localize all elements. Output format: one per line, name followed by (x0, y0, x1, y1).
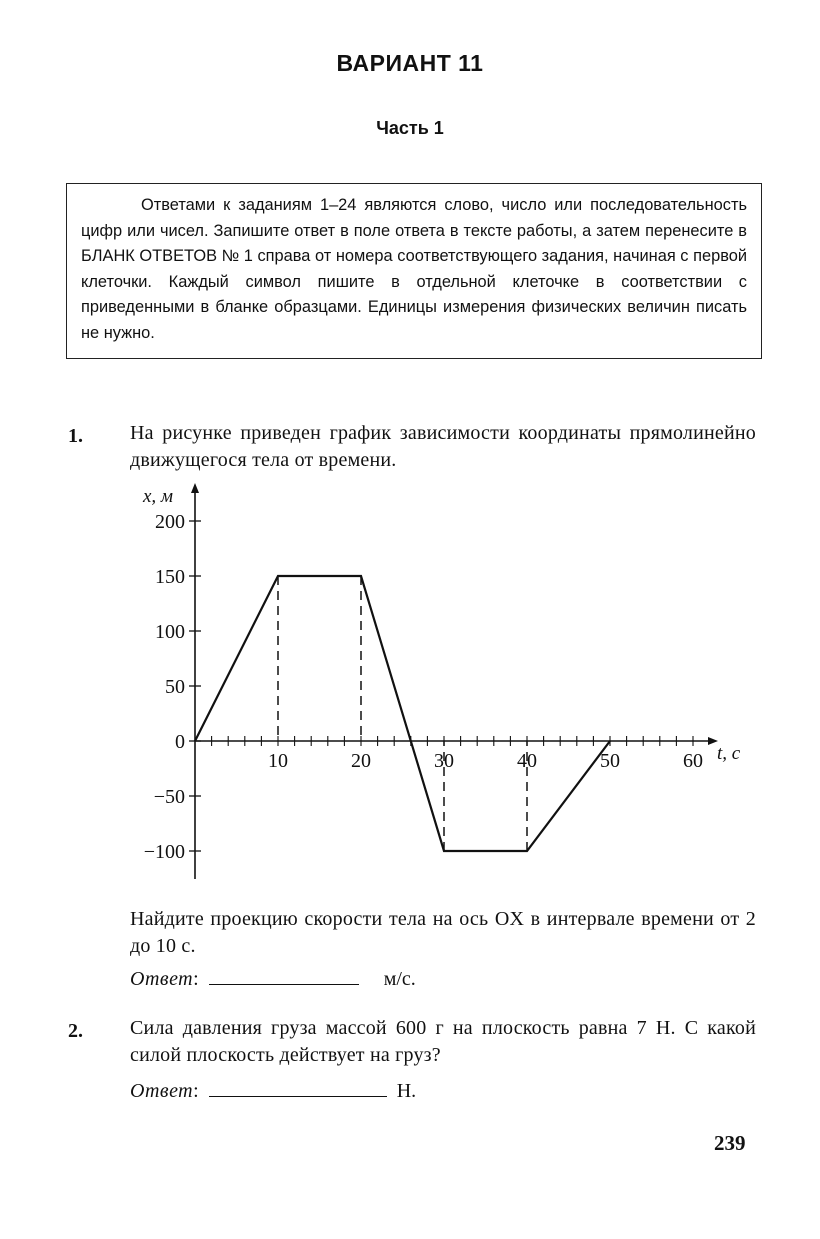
x-tick-label: 10 (268, 750, 288, 772)
y-axis-label: x, м (143, 486, 174, 507)
series-group (195, 576, 610, 851)
x-tick-label: 50 (600, 750, 620, 772)
y-tick-label: 0 (175, 731, 185, 753)
instruction-text: Ответами к заданиям 1–24 являются слово, число или последовательность цифр или чисел. Запишите ответ в поле ответа в тексте работы, а затем перенесите в БЛАНК ОТВЕТОВ № 1 справа от номера соответствующего задания, начиная с первой клеточки. Каждый символ пишите в отдельной клеточке в соответствии с приведенными в бланке образцами. Единицы измерения физических величин писать не нужно. (81, 196, 747, 342)
answer-spacer (387, 1080, 397, 1102)
answer-colon: : (193, 1080, 209, 1102)
y-tick-label: 50 (165, 676, 185, 698)
y-tick-label: −50 (153, 786, 185, 808)
tick-marks (189, 521, 693, 851)
task2-answer-unit: Н. (396, 1080, 417, 1102)
task2-number: 2. (68, 1020, 83, 1042)
answer-spacer (359, 968, 384, 990)
task2-answer-row (130, 1078, 416, 1103)
x-tick-label: 60 (683, 750, 703, 772)
task1-text: На рисунке приведен график зависимости координаты прямолинейно движущегося тела от времени. (130, 422, 756, 471)
instruction-box (66, 183, 762, 359)
y-tick-label: 200 (155, 511, 185, 533)
y-tick-label: 150 (155, 566, 185, 588)
x-tick-label: 30 (434, 750, 454, 772)
task2-text: Сила давления груза массой 600 г на плоскость равна 7 Н. С какой силой плоскость действует на груз? (130, 1017, 756, 1066)
axes (195, 488, 713, 879)
task1-answer-row (130, 966, 416, 991)
task2-answer-label: Ответ (130, 1080, 194, 1102)
x-tick-label: 40 (517, 750, 537, 772)
part-title: Часть 1 (376, 118, 444, 138)
task1-answer-unit: м/с. (383, 968, 416, 990)
x-axis-label: t, с (717, 743, 741, 764)
answer-colon: : (193, 968, 209, 990)
y-tick-label: 100 (155, 621, 185, 643)
position-time-chart (100, 476, 780, 886)
task1-number: 1. (68, 425, 83, 447)
series-line-x-of-t (195, 576, 610, 851)
task1-answer-label: Ответ (130, 968, 194, 990)
page-number: 239 (714, 1131, 746, 1155)
task1-question: Найдите проекцию скорости тела на ось OX в интервале времени от 2 до 10 с. (130, 908, 756, 957)
task1-answer-field[interactable] (209, 966, 359, 985)
x-tick-label: 20 (351, 750, 371, 772)
variant-title: ВАРИАНТ 11 (336, 50, 484, 76)
tick-labels (144, 511, 703, 863)
task2-answer-field[interactable] (209, 1078, 387, 1097)
y-tick-label: −100 (143, 841, 185, 863)
